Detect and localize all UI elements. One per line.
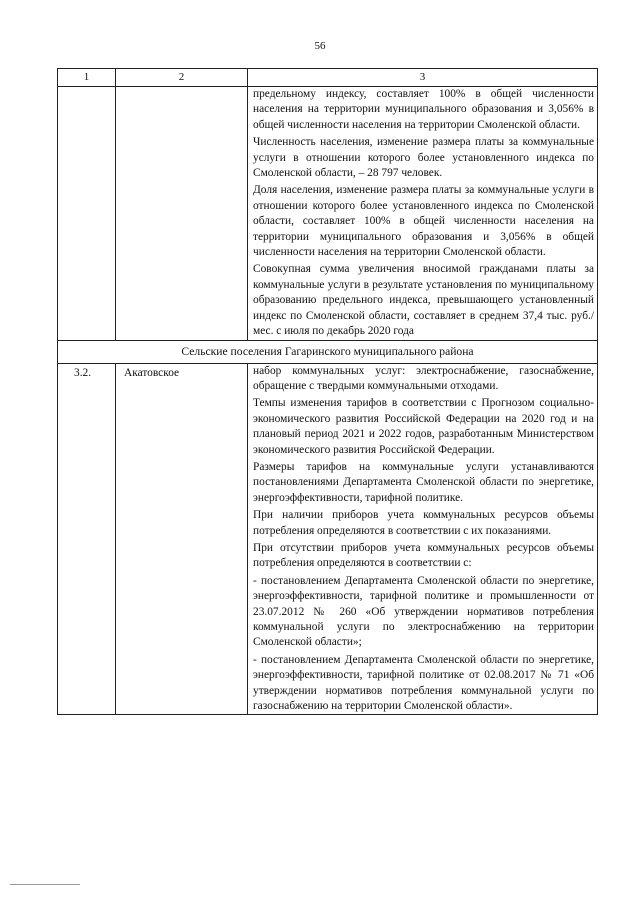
column-header-2: 2 (116, 69, 248, 87)
page-number: 56 (314, 40, 326, 52)
paragraph: Темпы изменения тарифов в соответствии с Прогнозом социально-экономического развития Российской Федерации на 2020 год и на плановый период 2021 и 2022 годов, разработанным Министерством экономического развития Российской Федерации. (253, 397, 594, 456)
table-header-row (58, 69, 598, 87)
margin-mark (33, 415, 36, 420)
row-name-cell: Акатовское (116, 363, 248, 715)
paragraph: Размеры тарифов на коммунальные услуги устанавливаются постановлениями Департамента Смоленской области по энергетике, энергоэффективности, тарифной политике. (253, 460, 594, 504)
paragraph: Совокупная сумма увеличения вносимой гражданами платы за коммунальные услуги в результате установления по муниципальному образованию предельного индекса, превышающего установленный индекс по Смоленской области, составляет в среднем 37,4 тыс. руб./мес. с июля по декабрь 2020 года (253, 263, 594, 338)
footnote-divider (10, 884, 80, 885)
table-row (58, 87, 598, 341)
row-number-cell (58, 87, 116, 341)
paragraph: - постановлением Департамента Смоленской области по энергетике, энергоэффективности, тарифной политике от 02.08.2017 № 71 «Об утверждении нормативов потребления коммунальной услуги по газоснабжению на территории Смоленской области». (253, 653, 594, 713)
column-header-3: 3 (248, 69, 598, 87)
paragraph: При отсутствии приборов учета коммунальных ресурсов объемы потребления определяются в соответствии с: (253, 541, 594, 570)
paragraph: Численность населения, изменение размера платы за коммунальные услуги в отношении которого более установленного индекса по Смоленской области, – 28 797 человек. (253, 136, 594, 180)
section-title: Сельские поселения Гагаринского муниципального района (58, 340, 598, 363)
paragraph: предельному индексу, составляет 100% в общей численности населения на территории муниципального образования и 3,056% в общей численности населения на территории Смоленской области. (253, 88, 594, 131)
paragraph: набор коммунальных услуг: электроснабжение, газоснабжение, обращение с твердыми коммунальными отходами. (253, 364, 594, 392)
document-table (57, 68, 598, 715)
table-row (58, 363, 598, 715)
row-description-cell (248, 87, 598, 341)
paragraph: - постановлением Департамента Смоленской области по энергетике, энергоэффективности, тарифной политике и промышленности от 23.07.2012 № 260 «Об утверждении нормативов потребления коммунальной услуги по электроснабжению на территории Смоленской области»; (253, 574, 594, 649)
row-description-cell (248, 363, 598, 715)
column-header-1: 1 (58, 69, 116, 87)
row-name-cell (116, 87, 248, 341)
section-header-row (58, 340, 598, 363)
row-number-cell: 3.2. (58, 363, 116, 715)
paragraph: Доля населения, изменение размера платы за коммунальные услуги в отношении которого более установленного индекса по Смоленской области, составляет 100% в общей численности населения на территории муниципального образования и 3,056% в общей численности населения на территории Смоленской области. (253, 184, 594, 259)
paragraph: При наличии приборов учета коммунальных ресурсов объемы потребления определяются в соответствии с их показаниями. (253, 509, 594, 537)
